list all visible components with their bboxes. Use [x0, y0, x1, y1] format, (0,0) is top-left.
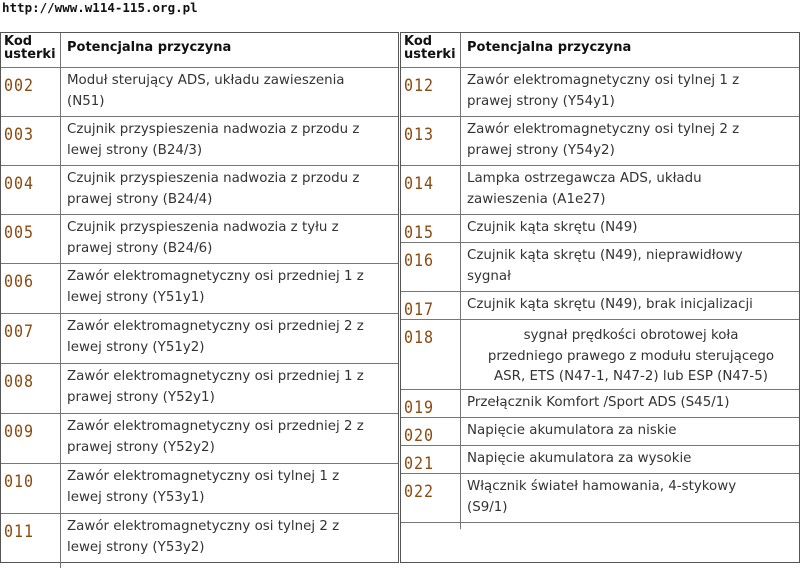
cause-line: Napięcie akumulatora za niskie [467, 423, 677, 438]
cause-line: Zawór elektromagnetyczny osi przedniej 2 z [67, 319, 364, 334]
table-row [1, 364, 398, 414]
table-row [1, 414, 398, 464]
fault-code: 009 [1, 414, 61, 470]
fault-code: 013 [401, 117, 461, 172]
cause-line: prawej strony (B24/6) [67, 241, 213, 256]
fault-code: 021 [401, 446, 461, 477]
table-header [1, 33, 398, 68]
fault-cause [461, 446, 799, 473]
table-row [1, 514, 398, 561]
fault-code: 018 [401, 320, 461, 399]
cause-line: Moduł sterujący ADS, układu zawieszenia [67, 73, 345, 88]
table-row [401, 446, 799, 474]
fault-code: 005 [1, 215, 61, 270]
fault-codes-table-left [0, 32, 399, 563]
cause-line: prawej strony (Y52y1) [67, 390, 215, 405]
table-row [1, 166, 398, 215]
fault-cause [61, 166, 398, 214]
code-header-line1: Kod [404, 34, 433, 49]
fault-code: 008 [1, 364, 61, 420]
fault-cause [61, 264, 398, 313]
cause-column-header: Potencjalna przyczyna [467, 40, 632, 55]
table-row [1, 215, 398, 264]
fault-cause [461, 68, 799, 116]
cause-line: przedniego prawego z modułu sterującego [487, 349, 775, 364]
fault-code: 012 [401, 68, 461, 123]
table-header [401, 33, 799, 68]
cause-line: Zawór elektromagnetyczny osi przedniej 1 z [67, 269, 364, 284]
cause-line: Czujnik kąta skrętu (N49), nieprawidłowy [467, 248, 743, 263]
fault-code: 015 [401, 215, 461, 246]
table-row [1, 68, 398, 117]
code-column-header [401, 33, 461, 67]
cause-line: sygnał [467, 269, 511, 284]
fault-cause [61, 68, 398, 116]
table-row [401, 166, 799, 215]
cause-line: (S9/1) [467, 500, 508, 515]
code-column-header [1, 33, 61, 67]
cause-line: Lampka ostrzegawcza ADS, układu [467, 171, 702, 186]
cause-line: prawej strony (Y52y2) [67, 440, 215, 455]
fault-cause [61, 414, 398, 463]
cause-line: lewej strony (Y51y1) [67, 290, 205, 305]
fault-cause [461, 474, 799, 522]
fault-cause [61, 364, 398, 413]
fault-cause [461, 166, 799, 214]
fault-code: 020 [401, 418, 461, 449]
table-row [1, 117, 398, 166]
cause-line: ASR, ETS (N47-1, N47-2) lub ESP (N47-5) [493, 369, 769, 384]
cause-line: Zawór elektromagnetyczny osi przedniej 2 z [67, 419, 364, 434]
table-row [401, 243, 799, 292]
fault-code: 006 [1, 264, 61, 320]
fault-cause [461, 292, 799, 319]
cause-line: sygnał prędkości obrotowej koła [523, 328, 739, 343]
cause-line: Czujnik kąta skrętu (N49), brak inicjalizacji [467, 297, 753, 312]
table-row [401, 390, 799, 418]
table-row [401, 320, 799, 390]
table-row [401, 418, 799, 446]
cause-line: Czujnik przyspieszenia nadwozia z przodu z [67, 171, 360, 186]
fault-cause [461, 243, 799, 291]
cause-line: lewej strony (B24/3) [67, 143, 203, 158]
fault-cause [61, 314, 398, 363]
code-header-line1: Kod [4, 34, 33, 49]
fault-code: 010 [1, 464, 61, 520]
cause-line: Czujnik przyspieszenia nadwozia z przodu z [67, 122, 360, 137]
table-row [401, 68, 799, 117]
table-row [401, 215, 799, 243]
table-row [1, 264, 398, 314]
fault-code: 003 [1, 117, 61, 172]
table-row [401, 474, 799, 523]
cause-line: Czujnik kąta skrętu (N49) [467, 220, 638, 235]
fault-code: 019 [401, 390, 461, 421]
cause-line: prawej strony (Y54y1) [467, 94, 615, 109]
fault-code: 016 [401, 243, 461, 298]
fault-cause [461, 215, 799, 242]
fault-code: 007 [1, 314, 61, 370]
fault-code: 011 [1, 514, 61, 568]
cause-line: prawej strony (B24/4) [67, 192, 213, 207]
fault-code: 017 [401, 292, 461, 323]
cause-line: lewej strony (Y53y1) [67, 490, 205, 505]
fault-cause [61, 464, 398, 513]
cause-line: Zawór elektromagnetyczny osi tylnej 2 z [67, 519, 340, 534]
fault-cause [461, 390, 799, 417]
cause-line: Czujnik przyspieszenia nadwozia z tyłu z [67, 220, 339, 235]
table-row [401, 117, 799, 166]
cause-column-header: Potencjalna przyczyna [67, 40, 232, 55]
cause-line: lewej strony (Y53y2) [67, 540, 205, 555]
cause-line: Napięcie akumulatora za wysokie [467, 451, 692, 466]
fault-cause [61, 514, 398, 561]
fault-code: 014 [401, 166, 461, 221]
cause-line: Zawór elektromagnetyczny osi przedniej 1 z [67, 369, 364, 384]
table-row [1, 464, 398, 514]
cause-line: Zawór elektromagnetyczny osi tylnej 2 z [467, 122, 740, 137]
cause-line: prawej strony (Y54y2) [467, 143, 615, 158]
cause-line: Przełącznik Komfort /Sport ADS (S45/1) [467, 395, 730, 410]
fault-code: 004 [1, 166, 61, 221]
fault-cause [61, 215, 398, 263]
cause-line: (N51) [67, 94, 105, 109]
code-header-line2: usterki [404, 47, 456, 62]
fault-cause [461, 117, 799, 165]
fault-cause [461, 320, 799, 389]
site-url: http://www.w114-115.org.pl [2, 0, 198, 15]
fault-code: 002 [1, 68, 61, 123]
cause-line: Zawór elektromagnetyczny osi tylnej 1 z [67, 469, 340, 484]
cause-line: lewej strony (Y51y2) [67, 340, 205, 355]
fault-code: 022 [401, 474, 461, 529]
cause-line: zawieszenia (A1e27) [467, 192, 606, 207]
fault-cause [461, 418, 799, 445]
table-row [401, 292, 799, 320]
cause-line: Włącznik świateł hamowania, 4-stykowy [467, 479, 737, 494]
table-row [1, 314, 398, 364]
fault-codes-table-right [400, 32, 800, 563]
fault-cause [61, 117, 398, 165]
cause-line: Zawór elektromagnetyczny osi tylnej 1 z [467, 73, 740, 88]
code-header-line2: usterki [4, 47, 56, 62]
